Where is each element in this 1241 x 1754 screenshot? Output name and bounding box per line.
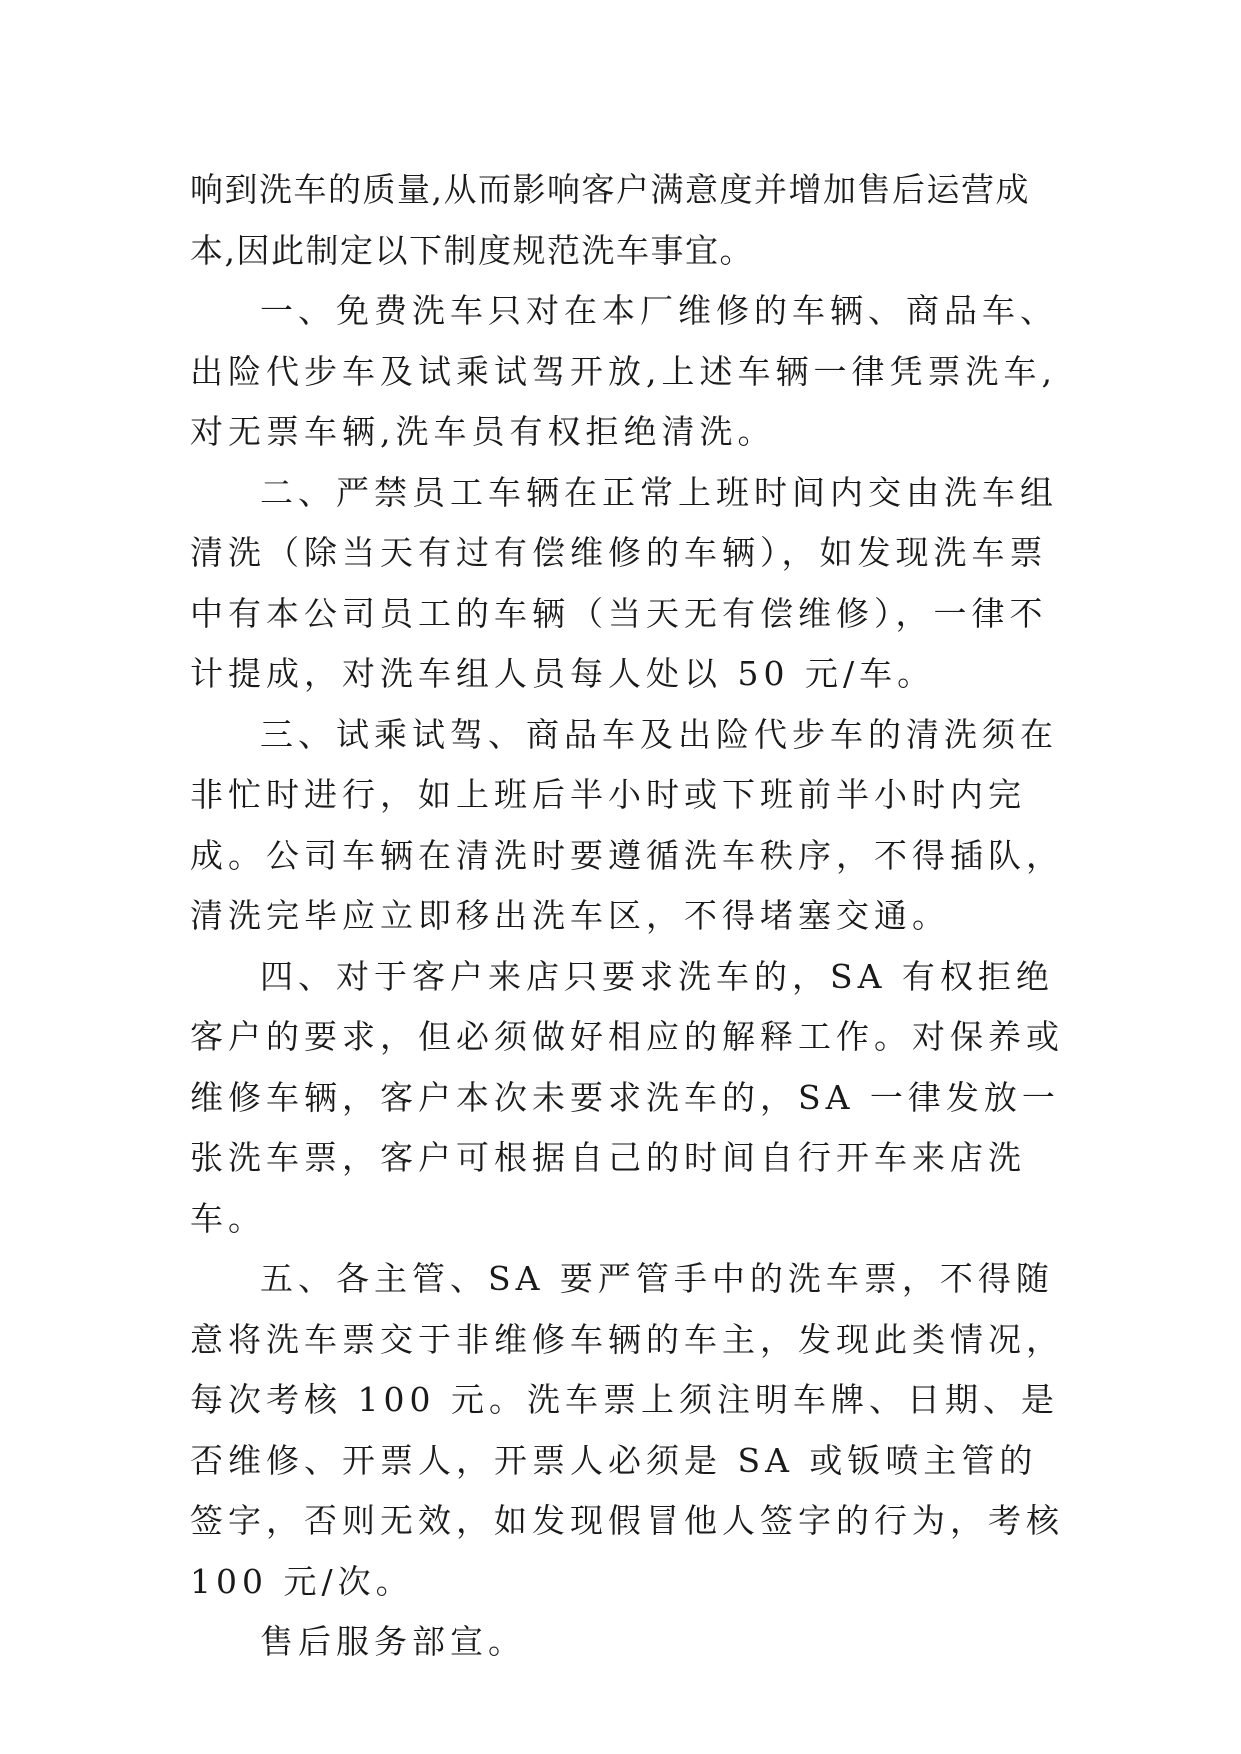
paragraph-item-2: 二、严禁员工车辆在正常上班时间内交由洗车组清洗（除当天有过有偿维修的车辆），如发现洗车票中有本公司员工的车辆（当天无有偿维修），一律不计提成，对洗车组人员每人处以 50 元/车。 (190, 472, 1058, 693)
paragraph-item-5: 五、各主管、SA 要严管手中的洗车票，不得随意将洗车票交于非维修车辆的车主，发现此类情况，每次考核 100 元。洗车票上须注明车牌、日期、是否维修、开票人，开票人必须是 SA 或钣喷主管的签字，否则无效，如发现假冒他人签字的行为，考核 100 元/次。 (190, 1259, 1064, 1601)
paragraph-item-4: 四、对于客户来店只要求洗车的，SA 有权拒绝客户的要求，但必须做好相应的解释工作。对保养或维修车辆，客户本次未要求洗车的，SA 一律发放一张洗车票，客户可根据自己的时间自行开车来店洗车。 (190, 956, 1064, 1238)
paragraph-closing: 售后服务部宣。 (260, 1622, 526, 1661)
paragraph-item-1: 一、免费洗车只对在本厂维修的车辆、商品车、出险代步车及试乘试驾开放,上述车辆一律凭票洗车,对无票车辆,洗车员有权拒绝清洗。 (190, 291, 1058, 451)
paragraph-item-3: 三、试乘试驾、商品车及出险代步车的清洗须在非忙时进行，如上班后半小时或下班前半小时内完成。公司车辆在清洗时要遵循洗车秩序，不得插队，清洗完毕应立即移出洗车区，不得堵塞交通。 (190, 714, 1064, 935)
paragraph-intro: 响到洗车的质量,从而影响客户满意度并增加售后运营成本,因此制定以下制度规范洗车事宜。 (190, 170, 1030, 270)
document-body (190, 160, 1070, 1673)
